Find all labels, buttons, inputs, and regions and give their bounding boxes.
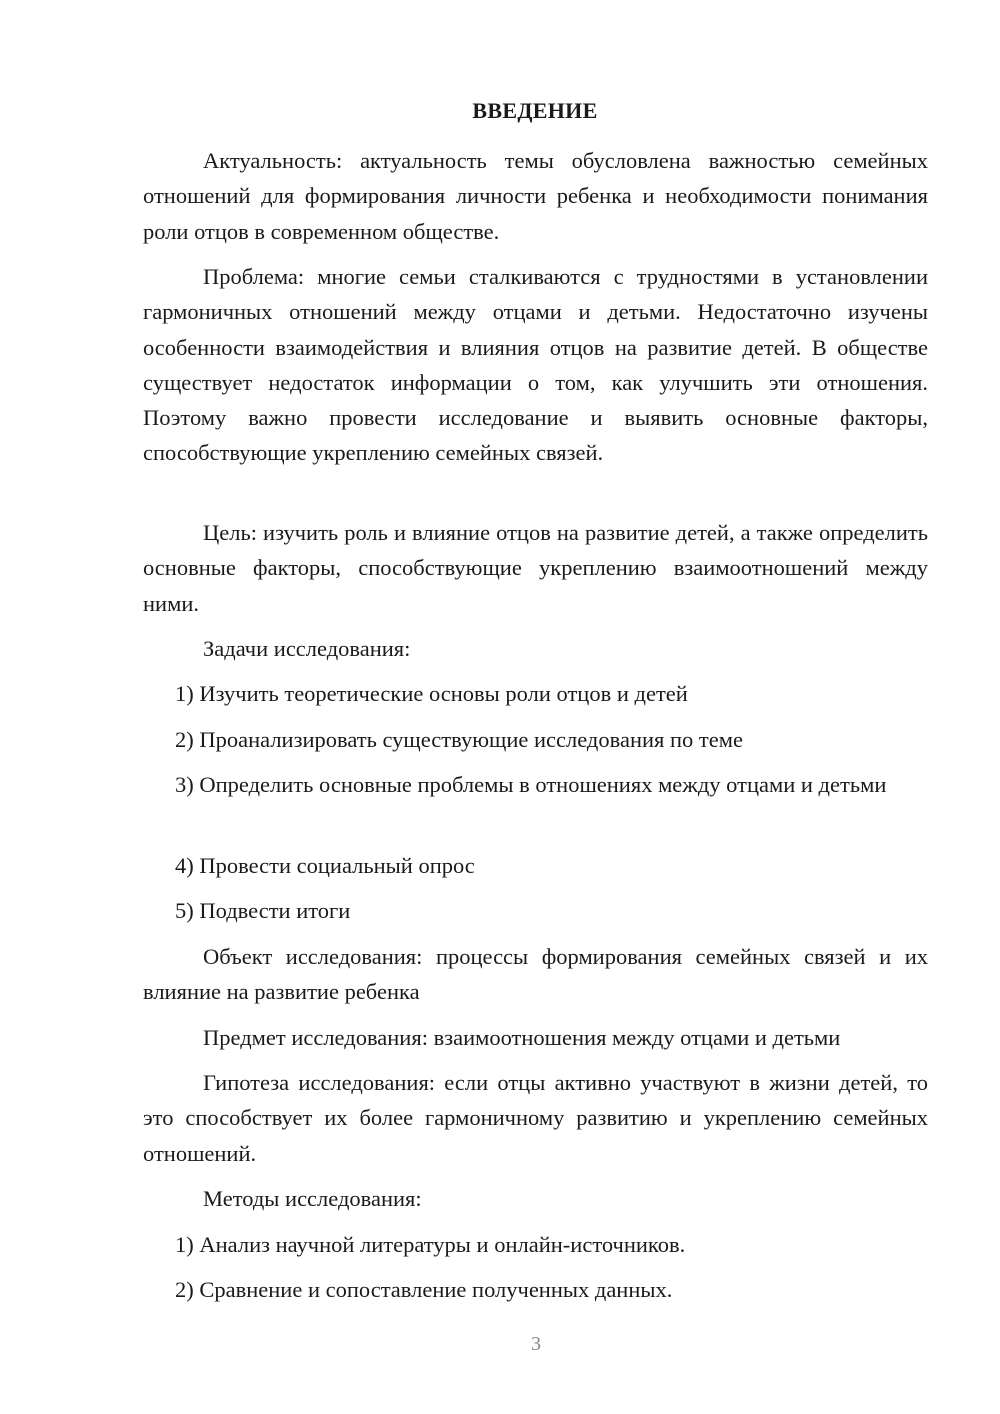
method-item-2: 2) Сравнение и сопоставление полученных данных.	[175, 1277, 673, 1302]
task-item-5: 5) Подвести итоги	[175, 898, 351, 923]
paragraph-goal: Цель: изучить роль и влияние отцов на развитие детей, а также определить основные факторы, способствующие укреплению взаимоотношений между ними.	[143, 520, 928, 616]
paragraph-relevance: Актуальность: актуальность темы обусловлена важностью семейных отношений для формирования личности ребенка и необходимости понимания роли отцов в современном обществе.	[143, 148, 928, 244]
task-item-2: 2) Проанализировать существующие исследования по теме	[175, 727, 743, 752]
methods-heading: Методы исследования:	[203, 1186, 422, 1211]
paragraph-object: Объект исследования: процессы формирования семейных связей и их влияние на развитие ребенка	[143, 944, 928, 1005]
page-number: 3	[531, 1333, 541, 1355]
paragraph-hypothesis: Гипотеза исследования: если отцы активно участвуют в жизни детей, то это способствует их более гармоничному развитию и укреплению семейных отношений.	[143, 1070, 928, 1166]
method-item-1: 1) Анализ научной литературы и онлайн-источников.	[175, 1232, 686, 1257]
task-item-1: 1) Изучить теоретические основы роли отцов и детей	[175, 681, 688, 706]
paragraph-subject: Предмет исследования: взаимоотношения между отцами и детьми	[203, 1025, 841, 1050]
tasks-heading: Задачи исследования:	[203, 636, 411, 661]
paragraph-problem: Проблема: многие семьи сталкиваются с трудностями в установлении гармоничных отношений между отцами и детьми. Недостаточно изучены особенности взаимодействия и влияния отцов на развитие детей. В обществе существует недостаток информации о том, как улучшить эти отношения. Поэтому важно провести исследование и выявить основные факторы, способствующие укреплению семейных связей.	[143, 264, 928, 466]
task-item-3: 3) Определить основные проблемы в отношениях между отцами и детьми	[175, 772, 887, 797]
page-title: ВВЕДЕНИЕ	[472, 98, 598, 123]
task-item-4: 4) Провести социальный опрос	[175, 853, 475, 878]
